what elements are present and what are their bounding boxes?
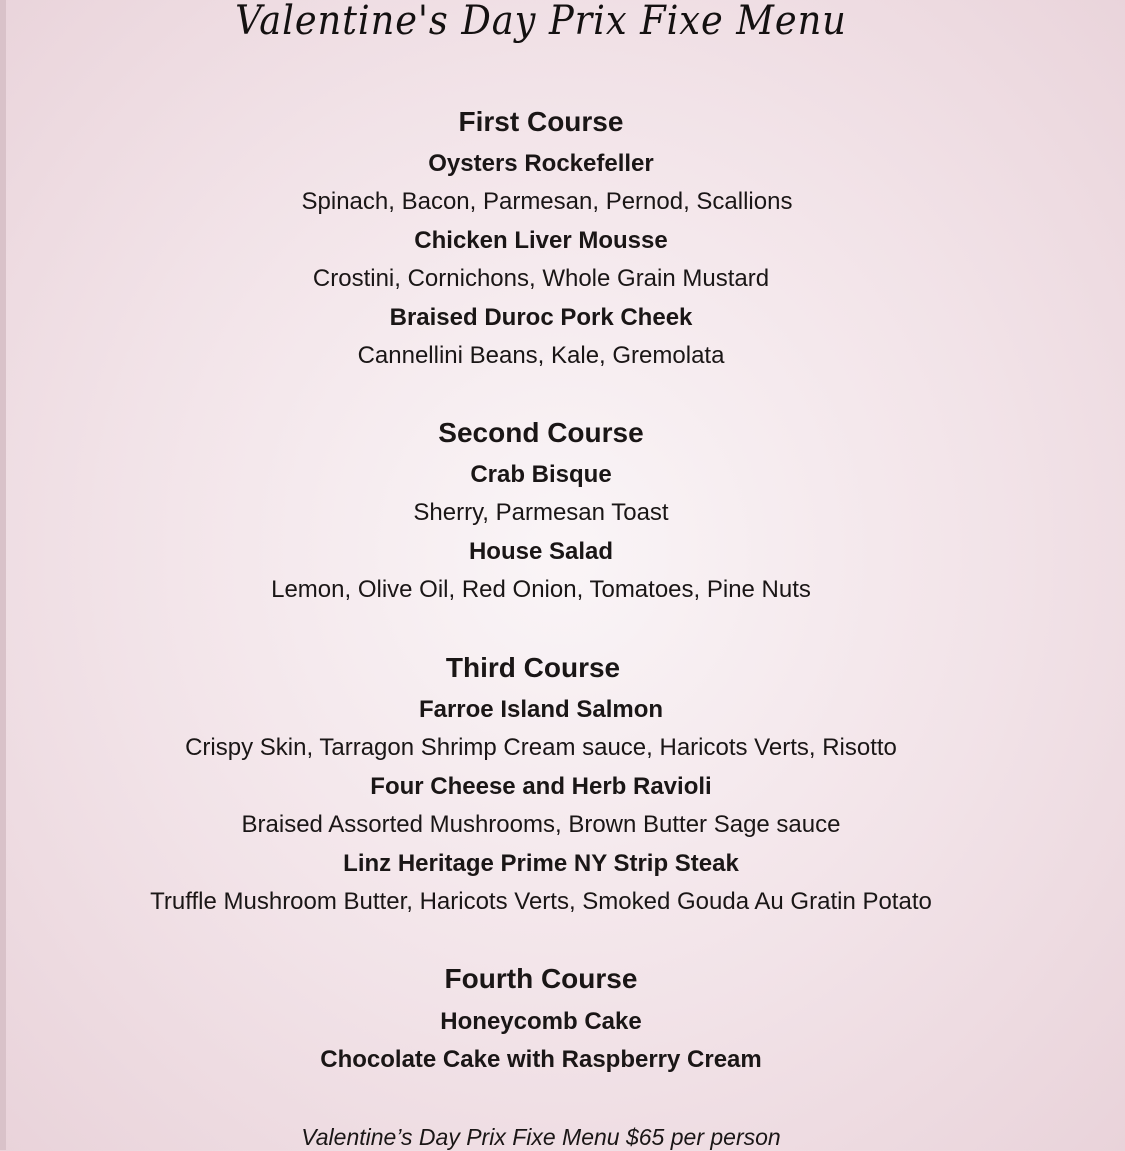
- dish-name: House Salad: [468, 538, 614, 565]
- dish-name: Chicken Liver Mousse: [414, 227, 668, 254]
- dish-name: Four Cheese and Herb Ravioli: [370, 773, 712, 800]
- course-heading: Second Course: [438, 417, 644, 448]
- dish-description: Crostini, Cornichons, Whole Grain Mustard: [312, 265, 770, 292]
- dish-description: Truffle Mushroom Butter, Haricots Verts, Smoked Gouda Au Gratin Potato: [150, 888, 932, 915]
- dish-description: Sherry, Parmesan Toast: [413, 499, 669, 526]
- dish-name: Farroe Island Salmon: [418, 696, 664, 723]
- price-note: Valentine’s Day Prix Fixe Menu $65 per person: [301, 1124, 781, 1150]
- course-heading: First Course: [458, 106, 624, 137]
- dish-name: Honeycomb Cake: [440, 1008, 642, 1035]
- dish-description: Cannellini Beans, Kale, Gremolata: [357, 342, 725, 369]
- dish-name: Linz Heritage Prime NY Strip Steak: [343, 850, 739, 877]
- dish-description: Crispy Skin, Tarragon Shrimp Cream sauce, Haricots Verts, Risotto: [185, 734, 897, 761]
- dish-name: Oysters Rockefeller: [428, 150, 654, 177]
- course-heading: Third Course: [445, 652, 621, 683]
- dish-name: Braised Duroc Pork Cheek: [389, 304, 693, 331]
- course-heading: Fourth Course: [444, 963, 638, 994]
- dish-name: Chocolate Cake with Raspberry Cream: [320, 1046, 762, 1073]
- dish-name: Crab Bisque: [470, 461, 612, 488]
- dish-description: Braised Assorted Mushrooms, Brown Butter Sage sauce: [241, 811, 841, 838]
- menu-title: Valentine's Day Prix Fixe Menu: [235, 0, 847, 44]
- dish-description: Lemon, Olive Oil, Red Onion, Tomatoes, Pine Nuts: [271, 576, 811, 603]
- dish-description: Spinach, Bacon, Parmesan, Pernod, Scallions: [301, 188, 793, 215]
